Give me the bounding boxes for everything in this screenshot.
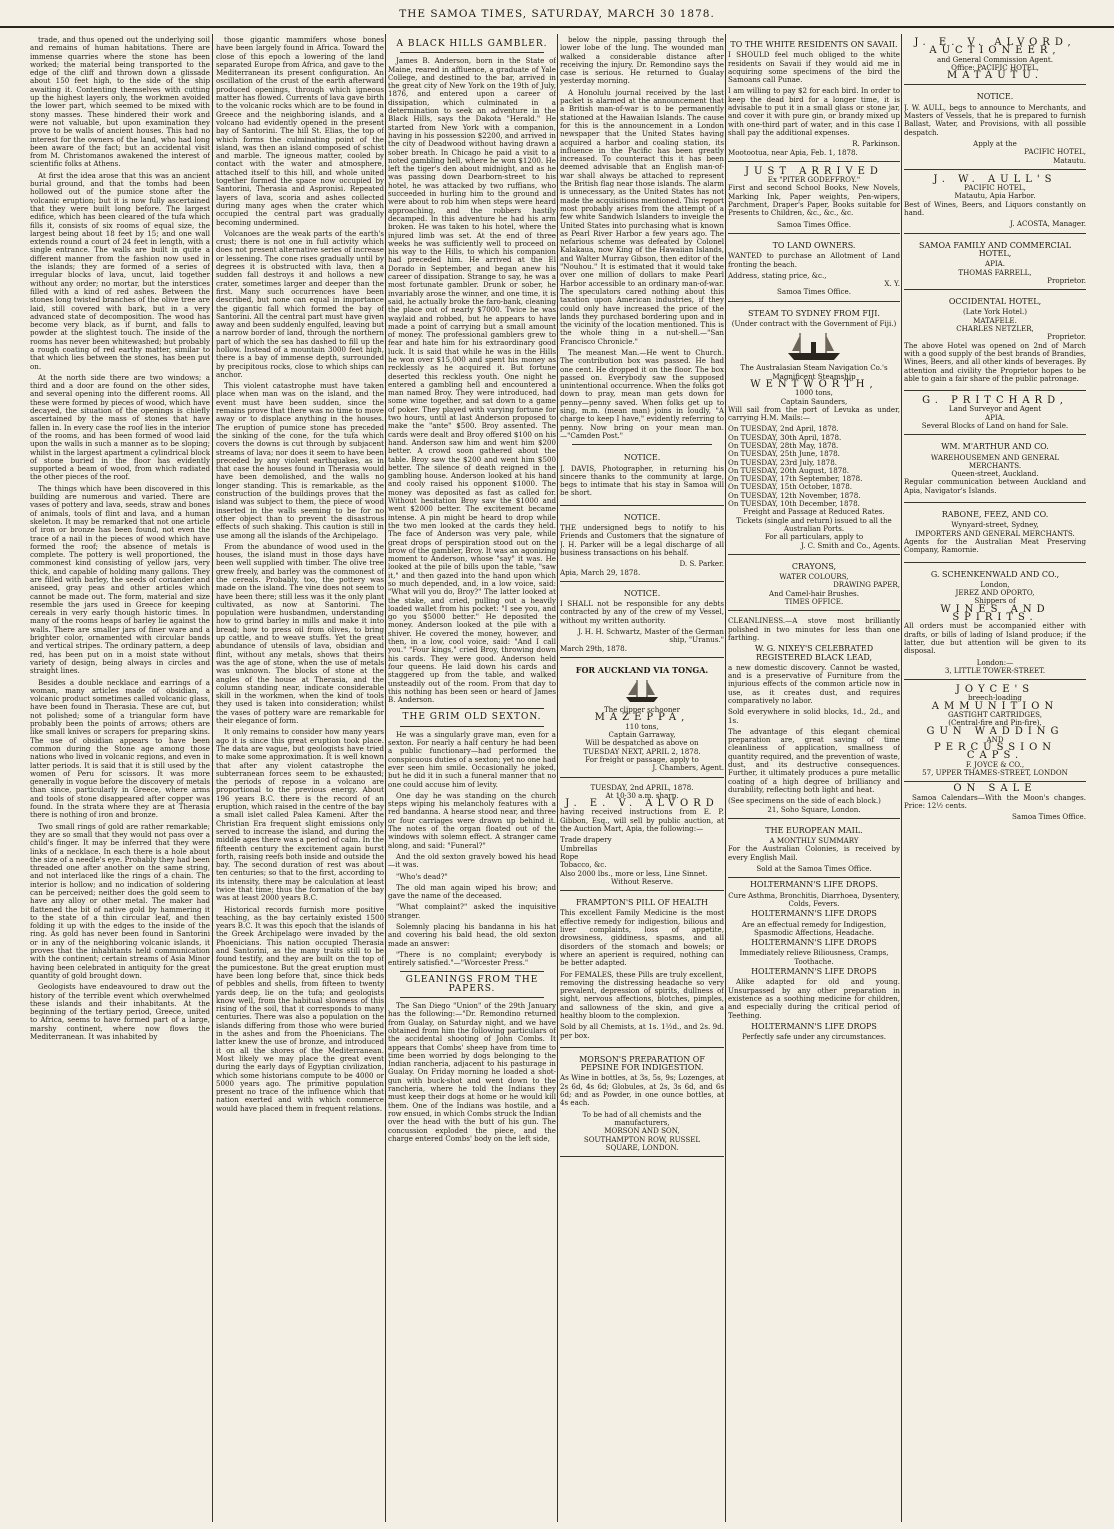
- ad-line: Samoa Times Office.: [777, 287, 851, 297]
- ad-text: This excellent Family Medicine is the most effective remedy for indigestion, bilious and liver complaints, loss of appetite, drowsiness, giddiness, spasms, and all disorders of the stomach and bowels; or where an aperient is required, nothing can be better adapted.: [560, 908, 724, 968]
- article-paragraph: Historical records furnish more positive teaching, as the bay certainly existed 1500 years B.C. It was this epoch that the islands of the Greek Archipelago were invaded by the Phoenicians. This nation occupied Therasia and Santorini, as the many traits still to be found testify, and they are built on the top of the pumicestone. But the great eruption must have been long before that, since thick beds of pebbles and shells, from fifteen to twenty yards deep, lie on the tufa; and geologists know well, from the habitual slowness of this rising of the soil, that it corresponds to many centuries. There was also a population on the islands differing from those who were buried in the ashes and from the Phoenicians. The latter knew the use of bronze, and introduced it on all the shores of the Mediterranean. Most likely we may place the great event during the early days of Egyptian civilization, which some historians compute to be 4000 or 5000 years ago. The primitive population present no trace of the influence which that nation exerted and with which commerce would have placed them in frequent relations.: [216, 904, 384, 1113]
- auction-item: Trade drapery: [560, 835, 612, 845]
- column-rule: [901, 34, 902, 1522]
- auction-item: Umbrellas: [560, 843, 598, 853]
- ad-text: Will sail from the port of Levuka as under, carrying H.M. Mails:—: [728, 404, 900, 423]
- ad-title: CRAYONS,: [791, 561, 837, 571]
- ad-auckland: [560, 661, 724, 778]
- article-paragraph: those gigantic mammifers whose bones have been largely found in Africa. Toward the close of this epoch a lowering of the land separated Europe from Africa, and gave to the Mediterranean its present configuration. An oscillation of the crust of the earth afterward produced openings, through which igneous matter has flowed. Currents of lava gave birth to the volcanic rocks which are to be found in Greece and the neighboring islands, and a volcano had evidently opened in the present bay of Santorini. The hill St. Elias, the top of which forms the culminating point of the island, was then an island composed of schist and marble. The igneous matter, cooled by contact with the water and atmosphere, attached itself to this hill, and whole united together formed the space now occupied by Santorini, Therasia and Aspronisi. Repeated layers of lava, scoria and ashes collected during many ages when the crater which occupied the central part was gradually becoming undermined.: [216, 36, 384, 227]
- ad-line: Land Surveyor and Agent: [948, 404, 1042, 414]
- ad-line: Also 2000 lbs., more or less, Line Sinnet.: [560, 868, 708, 878]
- ad-text: The above Hotel was opened on 2nd of March with a good supply of the best brands of Brandies, Wines, Beers, and all other kinds of beverages. By attention and civility the Proprietor hopes to be able to gain a fair share of the public patronage.: [904, 340, 1086, 383]
- article-paragraph: Two small rings of gold are rather remarkable; they are so small that they would not pass over a child's finger. It may be inferred that they were links of a necklace. In each there is a hole about the size of a needle's eye. Probably they had been threaded one after another on the same string, and not interlaced like the rings of a chain. The interior is hollow; and no indication of soldering can be perceived; neither does the gold seem to have any alloy or other metal. The maker had flattened the bit of native gold by hammering it to the state of a thin circular leaf, and then folding it up with the edges to the inside of the ring. As gold has never been found in Santorini or in any of the neighboring volcanic islands, it proves that the inhabitants held communication with the continent; certain streams of Asia Minor having been celebrated in antiquity for the great quantity of gold brought down.: [30, 821, 210, 980]
- ad-text: having received instructions from E. P. Gibbon, Esq., will sell by public auction, at the Auction Mart, Apia, the following:—: [560, 807, 724, 834]
- ad-date: Mootootua, near Apia, Feb. 1, 1878.: [728, 147, 858, 157]
- ad-title: OCCIDENTAL HOTEL,: [948, 297, 1042, 307]
- ad-line: Will be despatched as above on: [585, 738, 699, 748]
- article-paragraph: At first the idea arose that this was an ancient burial ground, and that the tombs had been hollowed out of the pumice stone after the volcanic eruption; but it is now fully ascertained that they were built long before. The largest edifice, which has been cleared of the tufa which fills it, consists of six rooms of equal size, the largest being about 18 feet by 15; and one wall extends round a court of 24 feet in length, with a single entrance. The walls are built in quite a different manner from the fashion now used in the islands; they are formed of a series of irregular blocks of lava, uncut, laid together without any order; no mortar, but the interstices filled with a kind of red ashes. Between the stones long twisted branches of the olive tree are laid, still covered with bark, but in a very advanced state of decomposition. The wood has become very black, as if burnt, and falls to powder at the slightest touch. The inside of the rooms has never been whitewashed; but probably a rough coating of red earthy matter, similar to that which lies between the stones, has been put on.: [30, 170, 210, 371]
- steamship-name: WENTWORTH,: [750, 378, 878, 390]
- ad-morson: [560, 1051, 724, 1157]
- ad-title: FOR AUCKLAND VIA TONGA.: [575, 664, 709, 675]
- ad-line: WINES AND SPIRITS.: [940, 603, 1050, 624]
- ad-line: Proprietor.: [1047, 275, 1086, 285]
- ad-line: Cure Asthma, Bronchitis, Diarrhoea, Dysentery, Colds, Fevers.: [728, 890, 900, 908]
- ad-text: a new domestic discovery. Cannot be wasted, and is a preservative of Furniture from the injurious effects of the common article now in use, as it creates dust, and requires comparatively no labor.: [728, 662, 900, 705]
- ad-line: London,: [980, 579, 1010, 589]
- ad-agent: J. Chambers, Agent.: [652, 763, 724, 773]
- article-paragraph: From the abundance of wood used in the houses, the island must in those days have been well supplied with timber. The olive tree grew freely, and barley was the commonest of the cereals. Probably, too, the pottery was made on the island. The vine does not seem to have been there; still less was it the only plant cultivated, as now at Santorini. The population were husbandmen, understanding how to grind barley in mills and make it into bread; how to press oil from olives, to bring up cattle, and to weave stuffs. Yet the great abundance of utensils of lava, obsidian and flint, without any metals, shows that theirs was the age of stone, when the use of metals was unknown. The blocks of stone at the angles of the house at Therasia, and the column standing near, indicate considerable skill in the workmen, when the kind of tools they used is taken into consideration; whilst the vases of pottery ware are remarkable for their elegance of form.: [216, 541, 384, 726]
- ad-line: Matautu.: [1053, 155, 1086, 165]
- divider: [400, 726, 544, 727]
- ad-line: Freight and Passage at Reduced Rates.: [743, 507, 885, 517]
- ad-title: HOLTERMANN'S LIFE DROPS: [751, 967, 877, 977]
- ad-family-hotel: [904, 237, 1086, 290]
- notice-signature: J. H. H. Schwartz, Master of the German ship, "Uranus.": [577, 627, 724, 645]
- ad-title: JUST ARRIVED: [745, 165, 883, 177]
- ad-text: Regular communication between Auckland and Apia, Navigator's Islands.: [904, 477, 1086, 495]
- ad-line: Several Blocks of Land on hand for Sale.: [921, 420, 1069, 430]
- sailing-date: On TUESDAY, 25th June, 1878.: [728, 449, 840, 459]
- auction-item: Tobacco, &c.: [560, 860, 607, 870]
- ad-title: SAMOA FAMILY AND COMMERCIAL HOTEL,: [919, 240, 1071, 258]
- ad-line: 1000 tons,: [795, 388, 833, 398]
- sailing-date: On TUESDAY, 20th August, 1878.: [728, 465, 849, 475]
- ad-line: WAREHOUSEMEN AND GENERAL MERCHANTS.: [930, 452, 1060, 470]
- ad-text: WANTED to purchase an Allotment of Land fronting the beach.: [728, 251, 900, 269]
- article-paragraph: "Who's dead?": [396, 871, 448, 881]
- column-rule: [725, 34, 726, 1522]
- ad-title: G. PRITCHARD,: [922, 395, 1068, 407]
- notice-davis: [560, 449, 724, 505]
- notice-text: J. DAVIS, Photographer, in returning his sincere thanks to the community at large, begs to intimate that his stay in Samoa will be short.: [560, 463, 724, 498]
- steamship-icon: [784, 331, 844, 361]
- ad-line: Matautu, Apia Harbor.: [954, 191, 1036, 201]
- column-rule: [212, 34, 213, 1522]
- ad-text: Agents for the Australian Meat Preserving Company, Ramornie.: [904, 536, 1086, 555]
- ad-line: THOMAS FARRELL,: [958, 267, 1032, 277]
- ad-on-sale: [904, 785, 1086, 821]
- ad-title: HOLTERMANN'S LIFE DROPS: [751, 909, 877, 919]
- ad-line: AND: [986, 734, 1004, 744]
- sailing-date: On TUESDAY, 2nd April, 1878.: [728, 424, 839, 434]
- ad-title: THE EUROPEAN MAIL.: [765, 825, 863, 835]
- ad-title: TO LAND OWNERS.: [772, 240, 856, 250]
- ad-line: SQUARE, LONDON.: [605, 1142, 679, 1152]
- ad-line: London:—: [976, 657, 1014, 667]
- article-paragraph: "There is no complaint; everybody is entirely satisfied."—"Worcester Press.": [388, 949, 556, 968]
- notice-text: I SHALL not be responsible for any debts contracted by any of the crew of my Vessel, without my written authority.: [560, 599, 724, 625]
- ad-title: RABONE, FEEZ, AND CO.: [941, 510, 1049, 520]
- ad-line: Samoa Times Office.: [1012, 812, 1086, 822]
- ad-text: For FEMALES, these Pills are truly excellent, removing the distressing headache so very prevalent, depression of spirits, dullness of sight, nervous affections, blotches, pimples, and sallowness of the skin, and give a healthy bloom to the complexion.: [560, 969, 724, 1020]
- article-paragraph: The things which have been discovered in this building are numerous and varied. There are vases of pottery and lava, seeds, straw and bones of animals, tools of flint and lava, and a human skeleton. It may be remarked that not one article of iron or bronze has been found, not even the trace of a nail in the pieces of wood which have formed the roof; the absence of metals is complete. The pottery is well proportioned, the commonest kind consisting of yellow jars, very thick, and capable of holding many gallons. They are filled with barley, the seeds of coriander and aniseed, gray peas and other articles which cannot be made out. The form, material and size resemble the jars used in Greece for keeping cereals in very early though historic times. In many of the rooms heaps of barley lie against the walls. There are smaller jars of finer ware and a brighter color, ornamented with circular bands and vertical stripes. The ordinary pattern, a deep red, has been put on in a moist state without variety of design, being always in circles and straight lines.: [30, 483, 210, 676]
- ad-line: 57, UPPER THAMES-STREET, LONDON: [922, 768, 1068, 778]
- article-paragraph: It only remains to consider how many years ago it is since this great eruption took place. The data are vague, but geologists have tried to make some approximation. It is well known that after any violent catastrophe the subterranean forces seem to be exhausted; the periods of repose in a volcano are proportional to the previous energy. About 196 years B.C. there is the record of an eruption, which raised in the centre of the bay a small islet called Palea Kameni. After the Christian Era frequent slight emissions only served to increase the island, and during the middle ages there was a period of calm. In the fifteenth century the excitement again burst forth, raising reefs both inside and outside the bay. The second duration of rest was about ten centuries; so that to the first, according to its intensity, there may be calculation at least twice that time; thus the formation of the bay was at least 2000 years B.C.: [216, 727, 384, 903]
- ad-line: IMPORTERS AND GENERAL MERCHANTS.: [915, 528, 1075, 538]
- article-paragraph: Solemnly placing his bandanna in his hat and covering his bald head, the old sexton made an answer:: [388, 921, 556, 948]
- ad-line: PERCUSSION CAPS.: [933, 742, 1057, 762]
- ad-line: PACIFIC HOTEL,: [964, 183, 1026, 193]
- ad-line: The Australasian Steam Navigation Co.'s Magnificent Steamship: [740, 363, 888, 381]
- ad-line: SOUTHAMPTON ROW, RUSSEL: [583, 1134, 701, 1144]
- ad-title: NOTICE.: [976, 92, 1014, 102]
- column-2: [216, 36, 384, 1521]
- ad-line: APIA.: [984, 412, 1006, 422]
- ad-line: A MONTHLY SUMMARY: [769, 836, 859, 846]
- ad-occidental: [904, 293, 1086, 391]
- ad-title: G. SCHENKENWALD AND CO.,: [930, 569, 1060, 579]
- ad-line: TIMES OFFICE.: [784, 597, 844, 607]
- ad-line: (Under contract with the Government of Fiji.): [731, 319, 897, 329]
- ad-title: W. G. NIXEY'S CELEBRATED REGISTERED BLACK LEAD,: [754, 644, 874, 662]
- ad-line: J. ACOSTA, Manager.: [1010, 219, 1086, 229]
- ad-line: 3, LITTLE TOWER-STREET.: [944, 665, 1046, 675]
- notice-title: NOTICE.: [623, 588, 661, 598]
- ad-line: Ex "PITER GODEFFROY.": [767, 175, 861, 185]
- ad-line: Address, stating price, &c.,: [728, 270, 827, 280]
- ad-line: TUESDAY NEXT, APRIL 2, 1878.: [583, 746, 701, 756]
- ad-line: F. JOYCE & CO.,: [965, 759, 1025, 769]
- article-paragraph: trade, and thus opened out the underlying soil and remains of human habitations. There are immense quarries where the stone has been worked; the material being transported to the edge of the cliff and thrown down a glissade about 150 feet high, to the side of the ship awaiting it. Contenting themselves with cutting up the highest layers only, the workmen avoided the lower part, which seemed to be mixed with stony masses. These hindered their work and were not valuable, but upon examination they prove to be walls of ancient houses. This had no interest for the owners of the land, who had long been aware of the fact; but an accidental visit from M. Christomanos awakened the interest of scientific folks at Athens.: [30, 36, 210, 169]
- ad-line: Office: PACIFIC HOTEL,: [951, 62, 1039, 72]
- ad-rabone: [904, 506, 1086, 562]
- divider: [400, 971, 544, 972]
- ad-line: To be had of all chemists and the manufacturers,: [582, 1109, 702, 1127]
- notice-date: Apia, March 29, 1878.: [560, 567, 641, 577]
- ad-line: 110 tons,: [625, 721, 659, 731]
- ad-line: Proprietor.: [1047, 332, 1086, 342]
- article-paragraph: James B. Anderson, born in the State of Maine, reared in affluence, a graduate of Yale College, and destined to the bar, arrived in the great city of New York on the 19th of July, 1876, and entered upon a career of dissipation, which culminated in a determination to seek an adventure in the Black Hills, says the Dakota "Herald." He started from New York with a companion, having in his possession $2200, and arrived in the city of Deadwood without having drawn a sober breath. In Chicago he paid a visit to a noted gambling hell, where he won $1200. He left the tiger's den about midnight, and as he was passing down Dearborn-street to his hotel, he was attacked by two ruffians, who succeeded in hurling him to the ground and were about to rob him when steps were heard approaching, and the robbers hastily decamped. In this adventure he had his arm broken. He was taken to his hotel, where the injured limb was set. At the end of three weeks he was sufficiently well to proceed on his way to the Hills, to which his companion had preceded him. He arrived at the El Dorado in September, and began anew his career of dissipation. Strange to say, he was a most fortunate gambler. Drunk or sober, he invariably arose the winner, and one time, it is said, he actually broke the faro-bank, cleaning the place out of nearly $7000. Twice he was waylaid and robbed, but he appears to have made a point of carrying but a small amount of money. The professional gamblers grew to fear and hate him for his extraordinary good luck. It is said that while he was in the Hills he won over $15,000 and spent his money as recklessly as he acquired it. But fortune deserted this reckless youth. One night he entered a gambling hell and encountered a man named Broy. They were introduced, had some wine together, and sat down to a game of poker. They played with varying fortune for two hours, until at last Anderson proposed to make the "ante" $500. Broy assented. The cards were dealt and Broy offered $100 on his hand. Anderson saw him and went him $200 better. A crowd soon gathered about the table. Broy saw the $200 and went him $500 better. The silence of death reigned in the gambling house. Anderson looked at his hand and cooly raised his opponent $1000. The money was deposited as fast as called for. Without hesitation Broy saw the $1000 and went $2000 better. The excitement became intense. A pin might be heard to drop while the two men looked at the cards they held. The face of Anderson was very pale, while great drops of perspiration stood out on the brow of the gambler, Broy. It was an agonizing moment to Anderson, whose "say" it was. He looked at the pile of bills upon the table, "saw it," and then gazed into the hand upon which so much depended, and, in a low voice, said: "What will you do, Broy?" The latter looked at the stake, and cried, pulling out a heavily loaded wallet from his pocket: "I see you, and go you $5000 better." He deposited the money. Anderson looked at the pile with a shiver. He covered the money, however, and then, in a low, cool voice, said: "And I call you." "Four kings," cried Broy, throwing down his cards. They were good. Anderson held four queens. He laid down his cards and staggered up from the table, and walked unsteadily out of the room. From that day to this nothing has been seen or heard of James B. Anderson.: [388, 56, 556, 705]
- ad-line: GASTIGHT CARTRIDGES,: [947, 710, 1043, 719]
- sailing-date: On TUESDAY, 23rd July, 1878.: [728, 457, 837, 467]
- ad-line: For all particulars, apply to: [764, 532, 864, 542]
- ad-line: And Camel-hair Brushes.: [769, 588, 859, 598]
- ad-text: Samoa Calendars—With the Moon's changes. Price: 12½ cents.: [904, 792, 1086, 810]
- divider: [400, 52, 544, 53]
- ad-text: Sold by all Chemists, at 1s. 1½d., and 2s. 9d. per box.: [560, 1022, 724, 1040]
- ad-line: 21, Soho Square, London.: [767, 804, 861, 814]
- ad-text: All orders must be accompanied either with drafts, or bills of lading of Island produce; if the latter, due but attention will be given to its disposal.: [904, 621, 1086, 656]
- ad-line: TUESDAY, 2nd APRIL, 1878.: [590, 782, 694, 792]
- ad-line: (Late York Hotel.): [962, 307, 1028, 317]
- ad-text: For the Australian Colonies, is received by every English Mail.: [728, 844, 900, 862]
- ad-alvord: [904, 36, 1086, 85]
- ad-text: Alike adapted for old and young. Unsurpassed by any other preparation in existence as a soothing medicine for children, and especially during the critical period of Teething.: [728, 977, 900, 1020]
- ad-text: Sold everywhere in solid blocks, 1d., 2d., and 1s.: [728, 707, 900, 725]
- ad-title: HOLTERMANN'S LIFE DROPS: [751, 1021, 877, 1031]
- column-4: [560, 36, 724, 1521]
- ad-line: At 10·30 a.m. sharp.: [605, 790, 679, 800]
- ad-line: X. Y.: [884, 279, 900, 289]
- column-rule: [557, 34, 558, 1522]
- sailing-date: On TUESDAY, 12th November, 1878.: [728, 490, 861, 500]
- ad-line: For freight or passage, apply to: [585, 754, 699, 764]
- ad-line: PACIFIC HOTEL,: [1024, 147, 1086, 157]
- ad-pritchard: [904, 394, 1086, 435]
- ad-line: GUN WADDING: [926, 725, 1064, 737]
- article-heading: A BLACK HILLS GAMBLER.: [396, 39, 548, 49]
- ad-title: J. W. AULL'S: [933, 173, 1057, 185]
- masthead: THE SAMOA TIMES, SATURDAY, MARCH 30 1878.: [0, 0, 1114, 28]
- ad-line: Samoa Times Office.: [777, 219, 851, 229]
- ad-title: TO THE WHITE RESIDENTS ON SAVAII.: [730, 40, 898, 49]
- ad-title: ON SALE: [953, 783, 1037, 795]
- ad-joyce: [904, 683, 1086, 782]
- column-rule: [385, 34, 386, 1522]
- ad-line: breech-loading: [968, 693, 1022, 703]
- article-paragraph: The meanest Man.—He went to Church. The contribution box was passed. He had one cent. He dropped it on the floor. The box passed on. Everybody saw the supposed unintentional occurrence. When the folks got down to pray, mean man gets down for penny—penny saved. When folks get up to sing, m.m. (mean man) joins in loudly, "A charge to keep I have," evidently referring to penny. Now bring on your mean man.—"Camden Post.": [560, 347, 724, 440]
- notice-text: THE undersigned begs to notify to his Friends and Customers that the signature of J. H. Parker will be a legal discharge of all business transactions on his behalf.: [560, 523, 724, 557]
- ad-text: First and second School Books, New Novels, Marking Ink, Paper weights, Pen-wipers, Parchment, Draper's Paper, Books suitable for Presents to Children, &c., &c., &c.: [728, 183, 900, 218]
- ad-text: CLEANLINESS.—A stove most brilliantly polished in two minutes for less than one farthing.: [728, 616, 900, 642]
- ad-line: Captain Garraway,: [608, 730, 676, 740]
- article-paragraph: below the nipple, passing through the lower lobe of the lung. The wounded man walked a considerable distance after receiving the injury. Dr. Remondino says the case is serious. He returned to Gualay yesterday morning.: [560, 36, 724, 86]
- ad-title: HOLTERMANN'S LIFE DROPS.: [749, 880, 879, 890]
- ad-title: HOLTERMANN'S LIFE DROPS: [751, 938, 877, 948]
- ad-auction: [560, 781, 724, 892]
- ad-frampton: [560, 894, 724, 1048]
- ad-european-mail: [728, 822, 900, 878]
- ad-title: WM. M'ARTHUR AND CO.: [941, 442, 1049, 452]
- column-1: [30, 36, 210, 1521]
- ad-line: WATER COLOURS,: [779, 572, 849, 582]
- ad-line: APIA.: [984, 259, 1006, 269]
- ad-line: and General Commission Agent.: [937, 54, 1053, 64]
- vessel-name: MAZEPPA,: [594, 712, 690, 724]
- article-paragraph: One day he was standing on the church steps wiping his melancholy features with a red bandanna. A hearse stood near, and three or four carriages were drawn up behind it. The notes of the organ floated out of the windows with solemn effect. A stranger came along, and said: "Funeral?": [388, 790, 556, 850]
- ad-title: JOYCE'S: [955, 684, 1035, 696]
- ad-just-arrived: [728, 165, 900, 234]
- ad-text: The advantage of this elegant chemical preparation are, great saving of time cleanliness of application, smallness of quantity required, and the prevention of waste, dust, and its destructive consequences. Further, it ultimately produces a pure metallic coating of a high degree of brilliancy and durability, reflecting both light and heat.: [728, 726, 900, 794]
- ad-text: Best of Wines, Beers, and Liquors constantly on hand.: [904, 199, 1086, 218]
- ad-line: Tickets (single and return) issued to all the Australian Ports.: [736, 515, 892, 533]
- ad-steam-sydney: [728, 305, 900, 555]
- ad-holtermann: [728, 881, 900, 1041]
- article-paragraph: This violent catastrophe must have taken place when man was on the island, and the event must have been sudden, since the remains prove that there was no time to move away or to displace anything in the houses. The eruption of pumice stone has preceded the sinking of the cone, for the tufa which covers the downs is cut through by subjacent streams of lava; nor does it seem to have been preceded by any violent earthquakes, as in that case the houses found in Therasia would have been demolished, and the walls no longer standing. This is remarkable, as the construction of the buildings proves that the island was subject to them, the piece of wood inserted in the walls seeming to be for no other object than to prevent the disastrous effects of such shaking. This caution is still in use among all the islands of the Archipelago.: [216, 381, 384, 540]
- ad-savaii: [728, 36, 900, 162]
- article-paragraph: The old man again wiped his brow; and gave the name of the deceased.: [388, 882, 556, 901]
- article-paragraph: At the north side there are two windows; a third and a door are found on the other sides, and several opening into the different rooms. All these were formed by pieces of wood, which have decayed, the situation of the openings is chiefly ascertained by the mass of stones that have fallen in. In every case the roof lies in the interior of the rooms, and has been formed of wood laid upon the walls in such a manner as to be sloping; whilst in the largest apartment a cylindrical block of stone buried in the floor has evidently supported a beam of wood, from which radiated the other pieces of the roof.: [30, 372, 210, 482]
- ad-line: Apply at the: [973, 138, 1017, 148]
- ad-line: MATAUTU.: [946, 70, 1044, 82]
- ad-line: Without Reserve.: [610, 876, 674, 886]
- article-paragraph: Geologists have endeavoured to draw out the history of the terrible event which overwhelmed these islands and their inhabitants. At the beginning of the tertiary period, Greece, united to Africa, seems to have formed part of a large, marshy continent, where now flows the Mediterranean. It was inhabited by: [30, 982, 210, 1042]
- ad-line: (Central-fire and Pin-fire),: [948, 718, 1042, 728]
- ad-marthur: [904, 438, 1086, 503]
- notice-schwartz: [560, 585, 724, 658]
- ad-line: Captain Saunders,: [780, 396, 848, 406]
- notice-signature: D. S. Parker.: [679, 559, 724, 569]
- article-heading: THE GRIM OLD SEXTON.: [402, 712, 542, 723]
- ad-title: MORSON'S PREPARATION OF PEPSINE FOR INDIGESTION.: [579, 1054, 705, 1073]
- ad-text: As Wine in bottles, at 3s, 5s, 9s; Lozenges, at 2s 6d, 4s 6d; Globules, at 2s, 3s 6d, and 6s 6d; and as Powder, in one ounce bottles, at 4s each.: [560, 1073, 724, 1108]
- ad-line: The clipper schooner: [603, 705, 681, 715]
- notice-date: March 29th, 1878.: [560, 643, 627, 653]
- ad-signature: R. Parkinson.: [852, 139, 900, 149]
- article-paragraph: Volcanoes are the weak parts of the earth's crust; there is not one in full activity which does not present alternative series of increase or lessening. The cone rises gradually until by degrees it is obstructed with lava, then a sudden fall destroys it and hollows a new crater, sometimes larger and deeper than the first. Many such occurrences have been described, but none can equal in importance the gigantic fall which formed the bay of Santorini. All the central part must have given away and been suddenly engulfed, leaving but a narrow border of land, through the northern part of which the sea has dashed to fill up the hollow. Instead of a mountain 3000 feet high, there is a bay of immense depth, surrounded by precipitous rocks, close to which ships can anchor.: [216, 228, 384, 379]
- ad-line: MATAFELE.: [973, 315, 1017, 325]
- ad-line: (See specimens on the side of each block.): [728, 796, 881, 806]
- divider: [400, 708, 544, 709]
- column-6: [904, 36, 1086, 1521]
- ad-aull-hotel: [904, 173, 1086, 234]
- ad-line: Wynyard-street, Sydney,: [951, 520, 1039, 530]
- divider: [400, 997, 544, 998]
- ad-text: J. W. AULL, begs to announce to Merchants, and Masters of Vessels, that he is prepared to furnish Ballast, Water, and Provisions, with all possible despatch.: [904, 102, 1086, 137]
- article-paragraph: A Honolulu journal received by the last packet is alarmed at the announcement that a British man-of-war is to be permanently stationed at the Hawaiian Islands. The cause for this is the announcement in a London newspaper that the United States having acquired a harbor and coaling station, its influence in the Pacific has been greatly increased. To counteract this it has been deemed advisable that an English man-of-war shall always be attached to represent the British flag near those islands. The alarm is unnecessary, as the United States has not made the acquisitions mentioned. This report most probably arises from the attempt of a few white Sandwich Islanders to inveigle the United States into purchasing what is known as Pearl River Harbor a few years ago. The nefarious scheme was defeated by Colonel Kalakaua, now King of the Hawaiian Islands, and Walter Murray Gibson, then editor of the "Nouhou." It is estimated that it would take over one million of dollars to make Pearl Harbor accessible to an ordinary man-of-war. The speculators cared nothing about this taxation upon American industries, if they could only have increased the price of the lands they purchased bordering upon and in the vicinity of the location mentioned. This is the whole thing in a nut-shell.—"San Francisco Chronicle.": [560, 87, 724, 346]
- ad-line: MORSON AND SON,: [604, 1126, 680, 1136]
- ad-crayons: [728, 558, 900, 611]
- sailing-date: On TUESDAY, 28th May, 1878.: [728, 440, 839, 450]
- ad-agent: J. C. Smith and Co., Agents.: [800, 540, 900, 550]
- ad-line: Sold at the Samoa Times Office.: [756, 864, 872, 874]
- ad-nixey: [728, 614, 900, 819]
- ad-schenkenwald: [904, 566, 1086, 681]
- sailing-date: On TUESDAY, 17th September, 1878.: [728, 474, 863, 484]
- article-paragraph: "What complaint?" asked the inquisitive stranger.: [388, 902, 556, 920]
- ad-text: I SHOULD feel much obliged to the white residents on Savaii if they would aid me in acquiring some specimens of the bird the Samoans call Punae.: [728, 50, 900, 85]
- ad-line: Perfectly safe under any circumstances.: [741, 1032, 886, 1042]
- ad-line: AMMUNITION: [931, 700, 1059, 712]
- ad-line: Immediately relieve Biliousness, Cramps, Toothache.: [739, 948, 889, 966]
- notice-title: NOTICE.: [623, 453, 661, 463]
- column-3: [388, 36, 556, 1521]
- ad-line: Queen-street, Auckland.: [951, 469, 1039, 479]
- ad-line: Are an effectual remedy for Indigestion, Spasmodic Affections, Headache.: [741, 919, 887, 937]
- sailing-date: On TUESDAY, 10th December, 1878.: [728, 499, 860, 509]
- ad-land-owners: [728, 237, 900, 302]
- notice-title: NOTICE.: [623, 512, 661, 522]
- ad-title: AUCTIONEER,: [929, 45, 1061, 57]
- notice-parker: [560, 509, 724, 582]
- auctioneer-name: J. E. V. ALVORD: [565, 798, 719, 810]
- ad-title: J. E. V. ALVORD,: [914, 37, 1076, 48]
- ad-text: I am willing to pay $2 for each bird. In order to keep the dead bird for a longer time, it is advisable to put it in a small glass or stone jar, and cover it with pure gin, or brandy mixed up with one-third part of water, and in this case I shall pay the additional expenses.: [728, 86, 900, 137]
- article-paragraph: The San Diego "Union" of the 29th January has the following:—"Dr. Remondino returned from Gualay, on Saturday night, and we have obtained from him the following particulars of the accidental shooting of John Combs. It appears that Combs' sheep have from time to time been worried by dogs belonging to the Indian rancheria, adjacent to his pasturage in Gualay. On Friday morning he loaded a shot-gun with buck-shot and went down to the rancheria, where he told the Indians they must keep their dogs at home or he would kill them. One of the Indians was hostile, and a row ensued, in which Combs struck the Indian over the head with the butt of his gun. The concussion exploded the piece, and the charge entered Combs' body on the left side,: [388, 1001, 556, 1143]
- ad-title: STEAM TO SYDNEY FROM FIJI.: [748, 308, 880, 318]
- article-paragraph: And the old sexton gravely bowed his head—it was.: [388, 851, 556, 870]
- ad-line: JEREZ AND OPORTO,: [955, 588, 1035, 598]
- auction-item: Rope: [560, 851, 579, 861]
- schooner-icon: [622, 677, 662, 703]
- sailing-date: On TUESDAY, 30th April, 1878.: [728, 432, 842, 442]
- sailing-date: On TUESDAY, 15th October, 1878.: [728, 482, 852, 492]
- article-heading: GLEANINGS FROM THE PAPERS.: [405, 975, 539, 994]
- article-paragraph: He was a singularly grave man, even for a sexton. For nearly a half century he had been a public functionary—had performed the conspicuous duties of a sexton; yet no one had ever seen him smile. Occasionally he joked, but he did it in such a funeral manner that no one could accuse him of levity.: [388, 729, 556, 789]
- column-5: [728, 36, 900, 1521]
- ad-title: FRAMPTON'S PILL OF HEALTH: [576, 898, 708, 908]
- ad-line: CHARLES NETZLER,: [956, 324, 1034, 334]
- ad-aull-notice: [904, 88, 1086, 169]
- ad-line: Shippers of: [974, 596, 1016, 606]
- ad-line: DRAWING PAPER,: [833, 580, 900, 590]
- divider: [572, 444, 712, 445]
- article-paragraph: Besides a double necklace and earrings of a woman, many articles made of obsidian, a volcanic product sometimes called volcanic glass, have been found in Therasia. These are cut, but not polished; some of a triangular form have probably been the points of arrows; others are like small knives or scrapers for preparing skins. The use of obsidian appears to have been common during the Stone age among those nations who lived in volcanic regions, and even in latter periods. It is said that it is still used by the women of Peru for scissors. It was more generally in vogue before the discovery of metals than since, particularly in Greece, where arms and tools of stone disappeared after copper was found. In the strata where they are at Therasia there is nothing of iron and bronze.: [30, 677, 210, 820]
